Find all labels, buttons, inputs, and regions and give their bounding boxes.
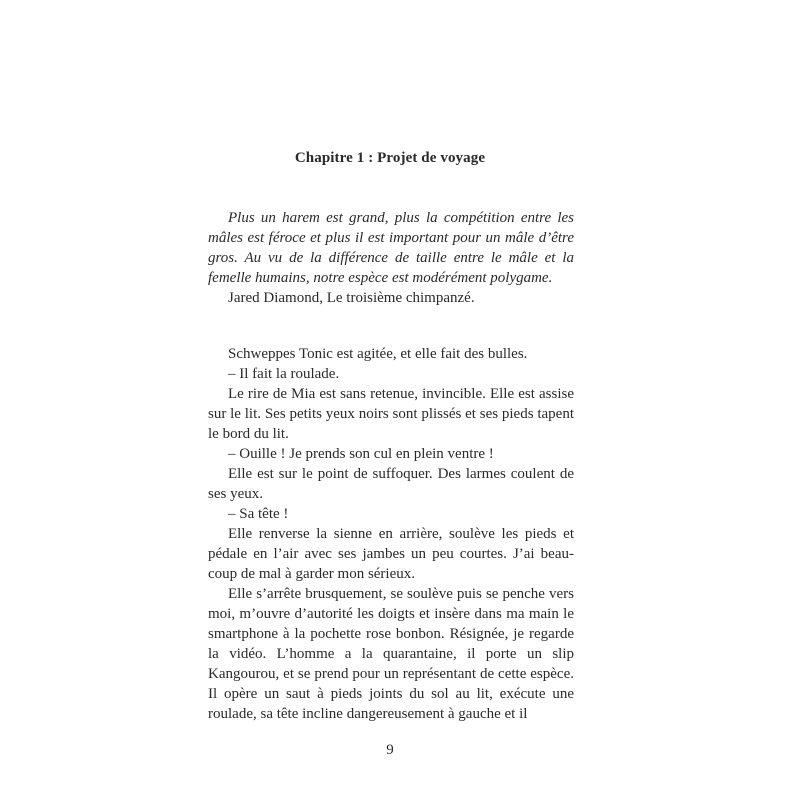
- chapter-title: Chapitre 1 : Projet de voyage: [294, 150, 486, 166]
- page-number: 9: [386, 742, 394, 758]
- paragraph: Schweppes Tonic est agitée, et elle fait des bulles.: [228, 346, 528, 362]
- paragraph: – Il fait la roulade.: [228, 366, 340, 382]
- paragraph: Elle s’arrête brusquement, se soulève puis se penche vers moi, m’ouvre d’autorité les doigts et insère dans ma main le smartphone à la pochette rose bonbon. Résignée, je regarde la vidéo. L’homme a la quarantaine, il porte un slip Kangourou, et se prend pour un représentant de cette espèce. Il opère un saut à pieds joints du sol au lit, exécute une roulade, sa tête incline dangereusement à gauche et il: [208, 586, 574, 722]
- paragraph: Elle est sur le point de suffoquer. Des larmes coulent de ses yeux.: [208, 466, 574, 502]
- paragraph: Le rire de Mia est sans retenue, invincible. Elle est assise sur le lit. Ses petits yeux noirs sont plissés et ses pieds tapent le bord du lit.: [208, 386, 574, 442]
- epigraph-attribution: Jared Diamond, Le troisième chimpanzé.: [228, 290, 475, 306]
- epigraph-quote: Plus un harem est grand, plus la compétition entre les mâles est féroce et plus il est important pour un mâle d’être gros. Au vu de la différence de taille entre le mâle et la femelle humains, notre espèce est modérément polygame.: [208, 210, 574, 286]
- epigraph: [208, 208, 574, 308]
- paragraph: – Sa tête !: [228, 506, 289, 522]
- paragraph: – Ouille ! Je prends son cul en plein ventre !: [228, 446, 494, 462]
- paragraph: Elle renverse la sienne en arrière, soulève les pieds et pédale en l’air avec ses jambes un peu courtes. J’ai beaucoup de mal à garder mon sérieux.: [208, 526, 574, 582]
- body-text: [208, 344, 574, 724]
